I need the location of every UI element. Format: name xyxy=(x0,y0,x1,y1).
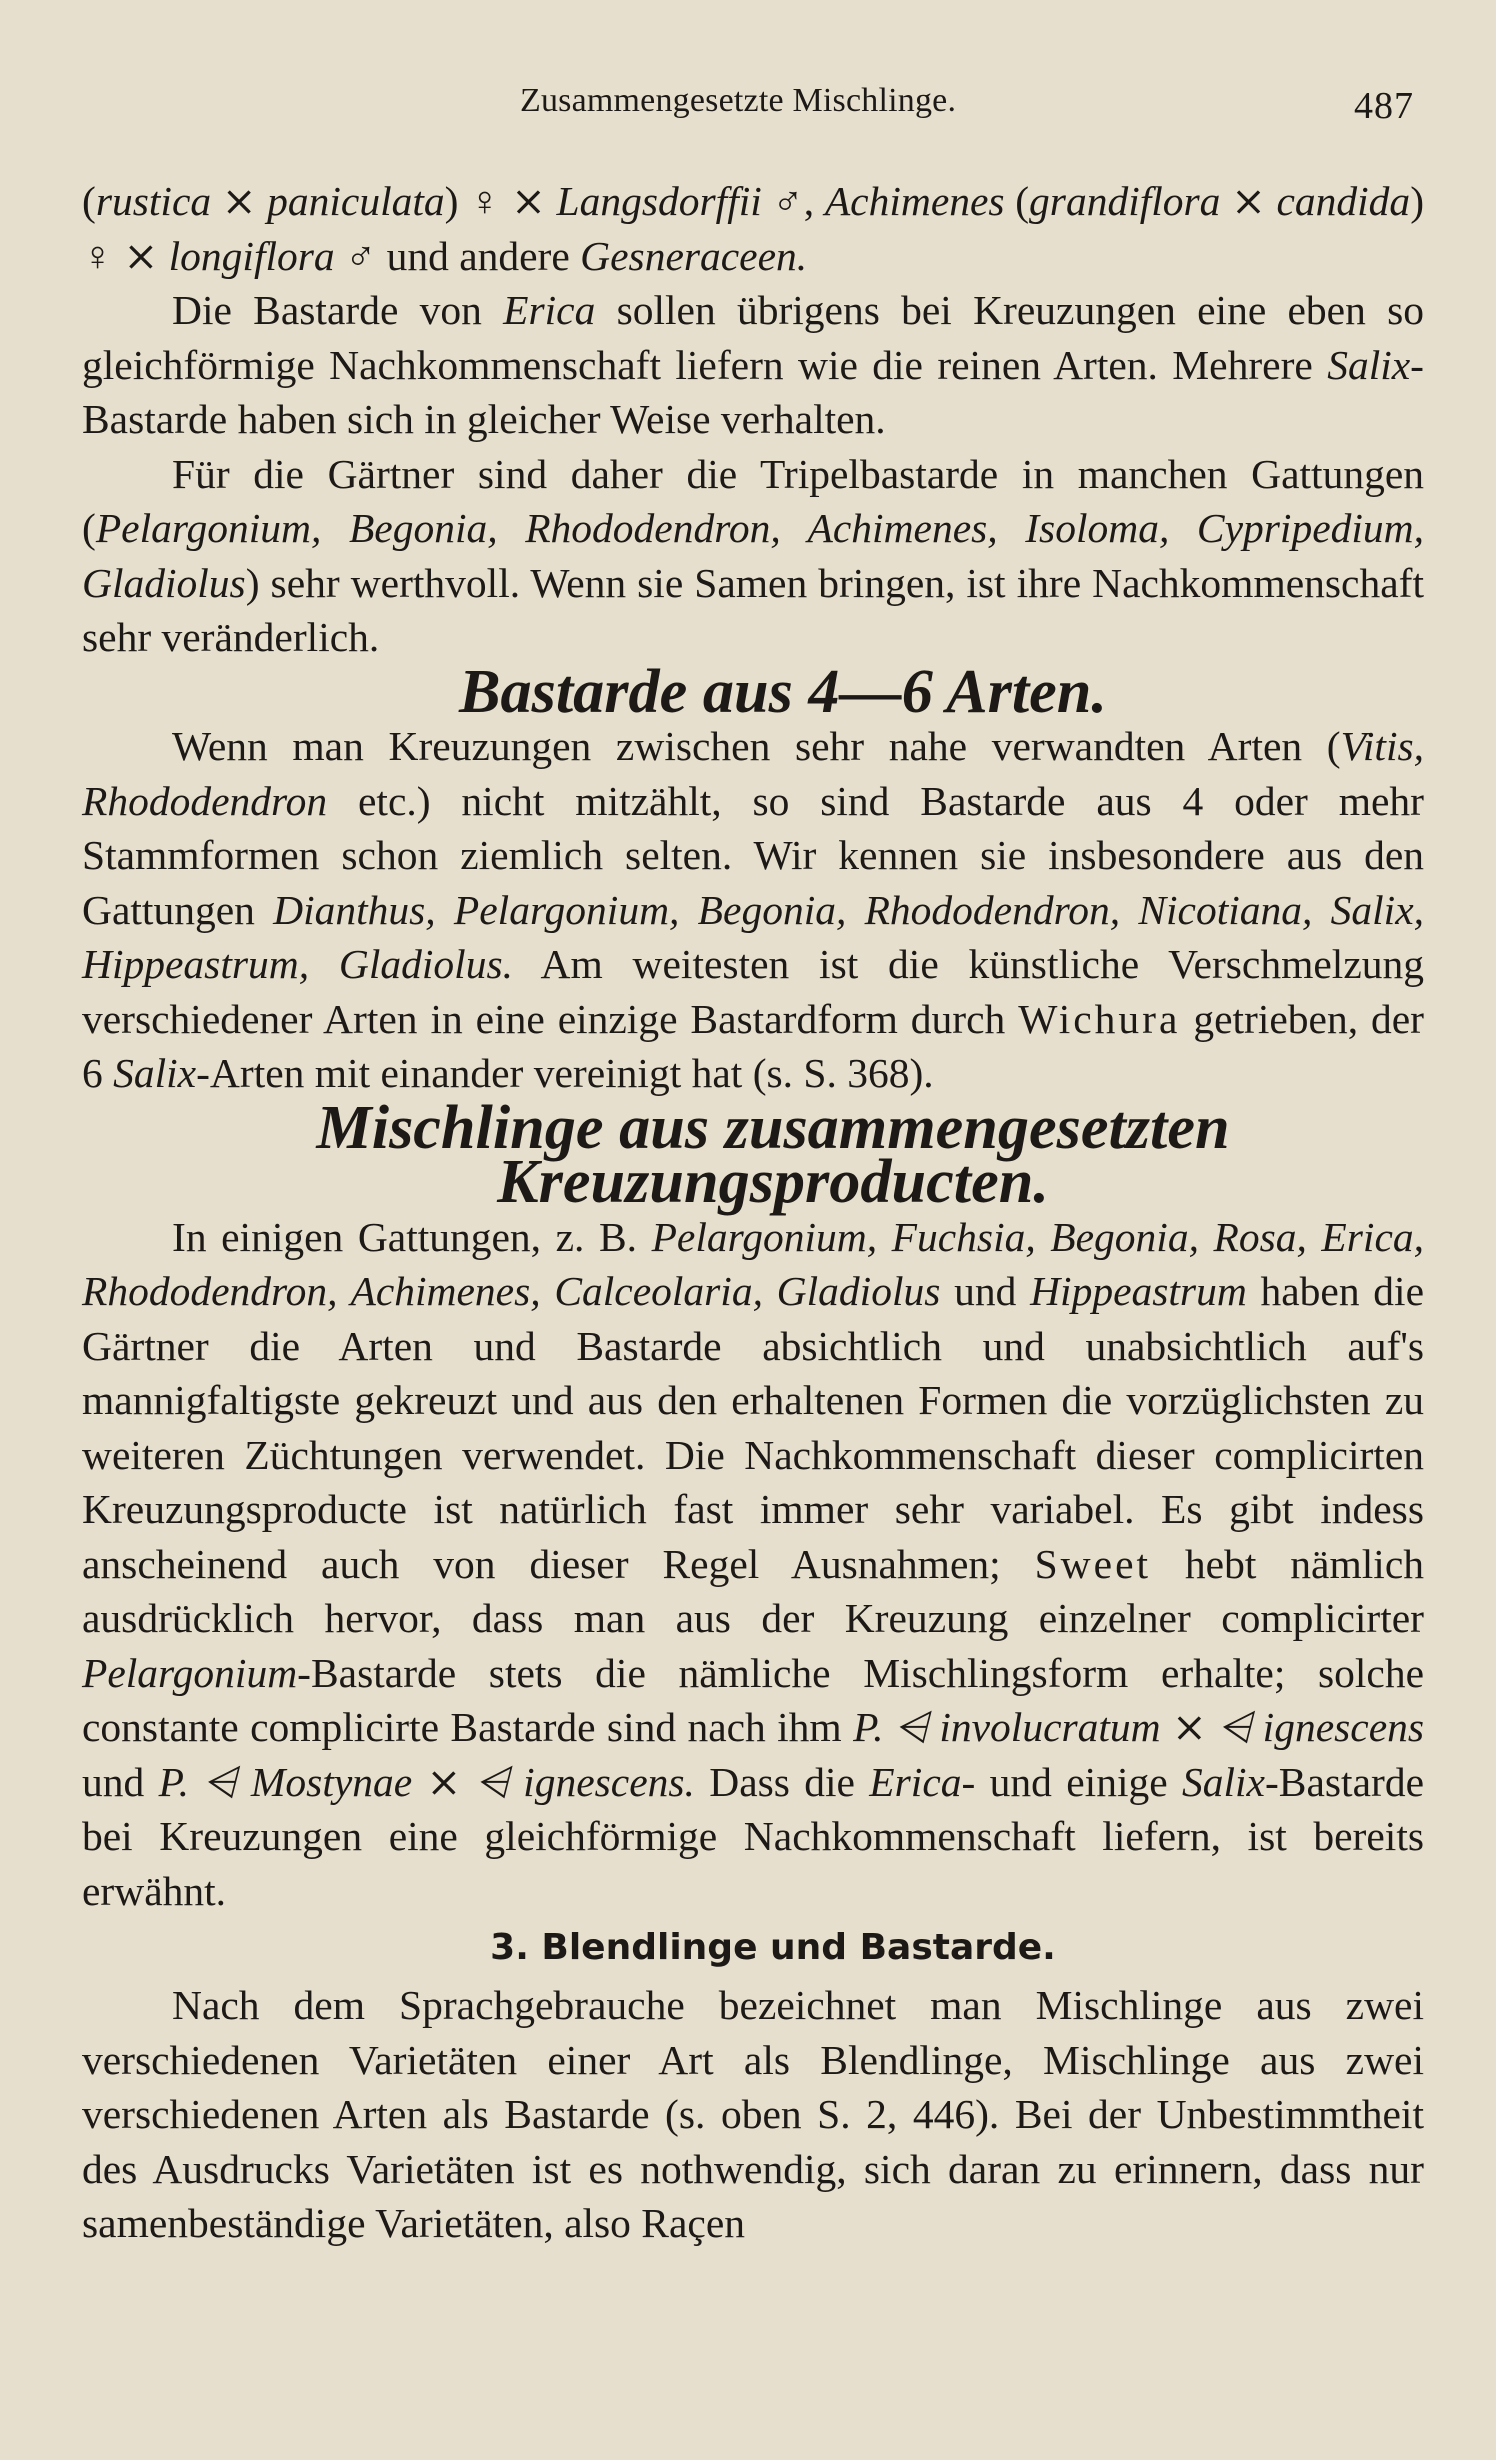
paragraph: Wenn man Kreuzungen zwischen sehr nahe verwandten Arten (Vitis, Rhododendron etc.) nicht mitzählt, so sind Bastarde aus 4 oder mehr Stammformen schon ziemlich selten. Wir kennen sie insbesondere aus den Gattungen Dianthus, Pelargonium, Begonia, Rhododendron, Nicotiana, Salix, Hippeastrum, Gladiolus. Am weitesten ist die künstliche Verschmelzung verschiedener Arten in eine einzige Bastardform durch Wichura getrieben, der 6 Salix-Arten mit einander vereinigt hat (s. S. 368). xyxy=(82,723,1425,1096)
running-head: Zusammengesetzte Mischlinge. xyxy=(520,82,957,119)
paragraph: In einigen Gattungen, z. B. Pelargonium, Fuchsia, Begonia, Rosa, Erica, Rhododendron, Achimenes, Calceolaria, Gladiolus und Hippeastrum haben die Gärtner die Arten und Bastarde absichtlich und unabsichtlich auf's mannigfaltigste gekreuzt und aus den erhaltenen Formen die vorzüglichsten zu weiteren Züchtungen verwendet. Die Nachkommenschaft dieser complicirten Kreuzungsproducte ist natürlich fast immer sehr variabel. Es gibt indess anscheinend auch von dieser Regel Ausnahmen; Sweet hebt nämlich ausdrücklich hervor, dass man aus der Kreuzung einzelner complicirter Pelargonium-Bastarde stets die nämliche Mischlingsform erhalte; solche constante complicirte Bastarde sind nach ihm P. ⩤ involucratum ⨯ ⩤ ignescens und P. ⩤ Mostynae ⨯ ⩤ ignescens. Dass die Erica- und einige Salix-Bastarde bei Kreuzungen eine gleichförmige Nachkommenschaft liefern, ist bereits erwähnt. xyxy=(82,1213,1425,1914)
page-header xyxy=(82,70,1424,130)
paragraph: Die Bastarde von Erica sollen übrigens bei Kreuzungen eine eben so gleichförmige Nachkommenschaft liefern wie die reinen Arten. Mehrere Salix-Bastarde haben sich in gleicher Weise verhalten. xyxy=(82,287,1424,442)
section-heading: Bastarde aus 4—6 Arten. xyxy=(459,657,1107,726)
page-number: 487 xyxy=(1354,85,1414,127)
paragraph: Für die Gärtner sind daher die Tripelbastarde in manchen Gattungen (Pelargonium, Begonia, Rhododendron, Achimenes, Isoloma, Cypripedium, Gladiolus) sehr werthvoll. Wenn sie Samen bringen, ist ihre Nachkommenschaft sehr veränderlich. xyxy=(82,450,1424,660)
section-heading: Mischlinge aus zusammengesetzten Kreuzungsproducten. xyxy=(316,1093,1230,1216)
paragraph: (rustica ⨯ paniculata) ♀ ⨯ Langsdorffii ♂, Achimenes (grandiflora ⨯ candida) ♀ ⨯ longiflora ♂ und andere Gesneraceen. xyxy=(82,178,1425,279)
body-text xyxy=(82,174,1424,2251)
paragraph: Nach dem Sprachgebrauche bezeichnet man Mischlinge aus zwei verschiedenen Varietäten einer Art als Blendlinge, Mischlinge aus zwei verschiedenen Arten als Bastarde (s. oben S. 2, 446). Bei der Unbestimmtheit des Ausdrucks Varietäten ist es nothwendig, sich daran zu erinnern, dass nur samenbeständige Varietäten, also Raçen xyxy=(82,1982,1424,2246)
section-heading: 3. Blendlinge und Bastarde. xyxy=(490,1927,1056,1968)
